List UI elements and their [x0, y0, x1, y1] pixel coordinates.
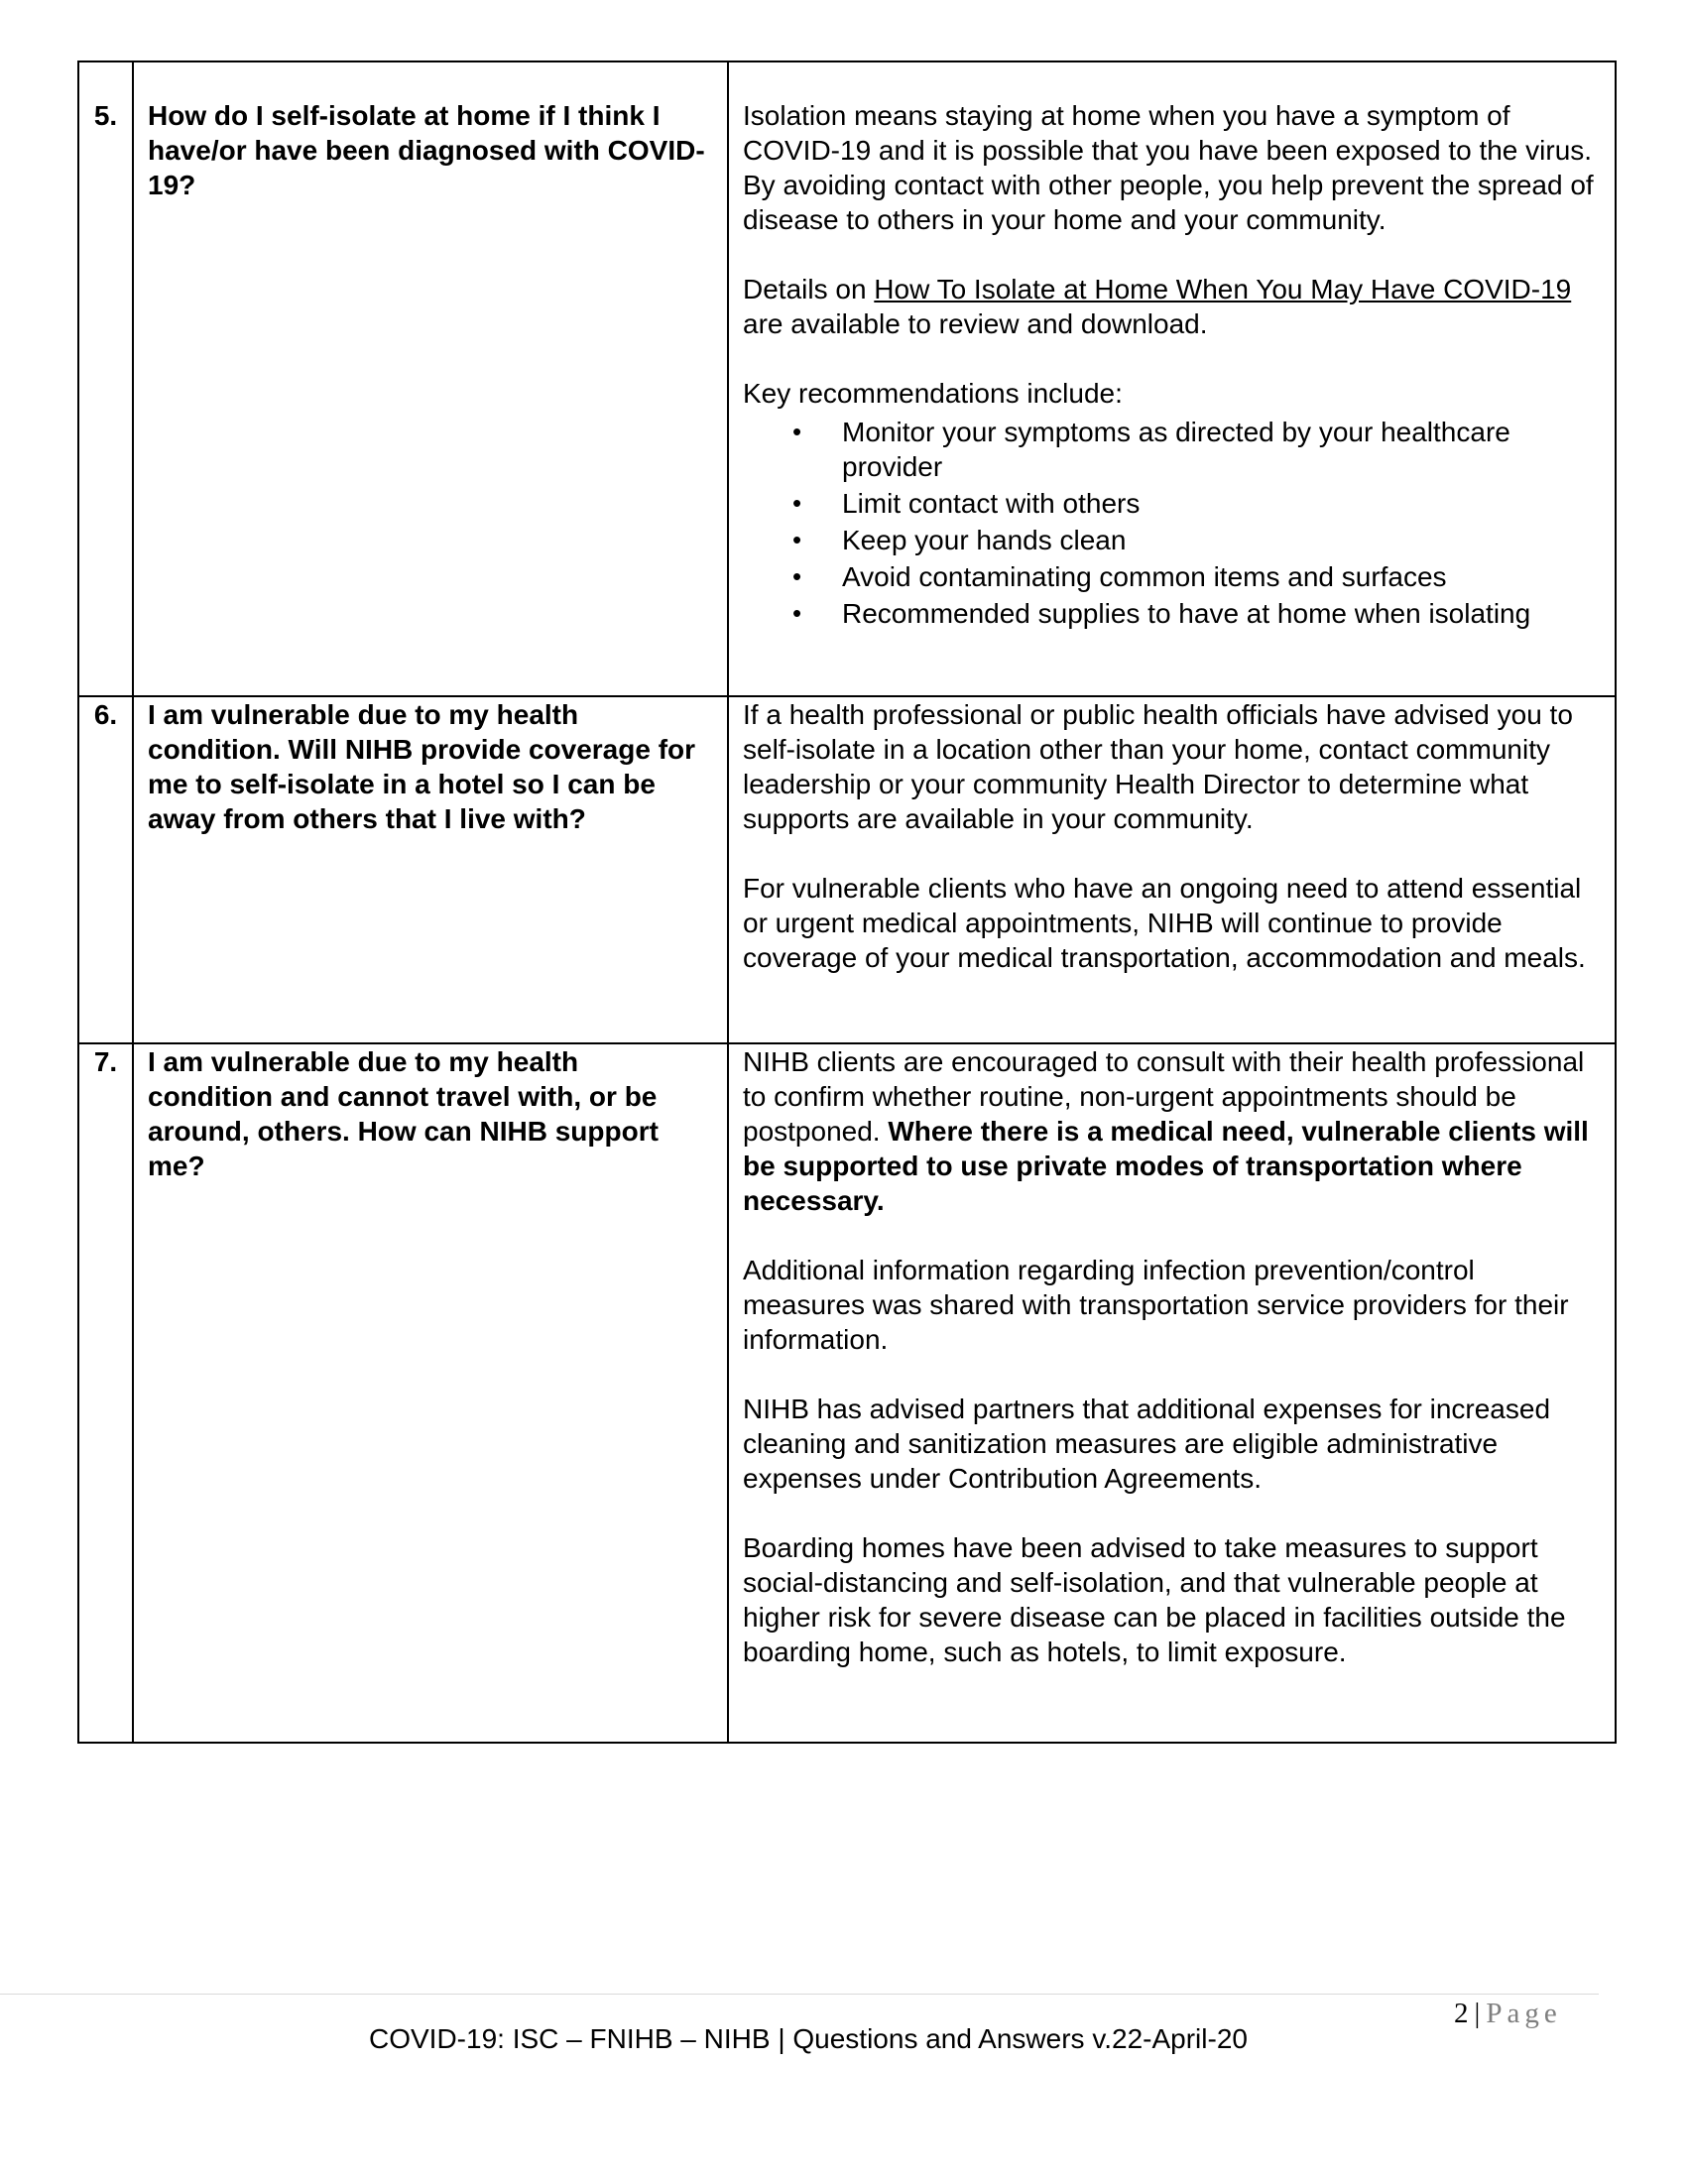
qa-row-5	[78, 61, 1616, 696]
page-number-value: 2	[1454, 1998, 1469, 2029]
answer-paragraph: For vulnerable clients who have an ongoing need to attend essential or urgent medical appointments, NIHB will continue to provide coverage of your medical transportation, accommodation and meals.	[743, 873, 1586, 973]
row-number: 5.	[78, 61, 133, 696]
answer-cell	[728, 696, 1616, 1043]
answer-paragraph: NIHB has advised partners that additional expenses for increased cleaning and sanitization measures are eligible administrative expenses under Contribution Agreements.	[743, 1394, 1551, 1494]
qa-table	[77, 61, 1617, 1744]
isolate-at-home-link[interactable]: How To Isolate at Home When You May Have COVID-19	[874, 274, 1572, 304]
answer-cell	[728, 61, 1616, 696]
answer-paragraph: Boarding homes have been advised to take measures to support social-distancing and self-isolation, and that vulnerable people at higher risk for severe disease can be placed in facilities outside the boarding home, such as hotels, to limit exposure.	[743, 1532, 1566, 1667]
page-word: Page	[1486, 1998, 1562, 2029]
answer-bold-text: Where there is a medical need, vulnerable clients will be supported to use private modes of transportation where necessary.	[743, 1116, 1589, 1216]
recommendations-list	[743, 415, 1595, 631]
list-item: • Monitor your symptoms as directed by your healthcare provider	[743, 415, 1595, 484]
question-text: I am vulnerable due to my health condition and cannot travel with, or be around, others. How can NIHB support me?	[133, 1043, 728, 1743]
row-number: 7.	[78, 1043, 133, 1743]
answer-paragraph: If a health professional or public health officials have advised you to self-isolate in a location other than your home, contact community leadership or your community Health Director to determine what supports are available in your community.	[743, 699, 1573, 834]
page-number	[1454, 1998, 1562, 2030]
list-item: • Keep your hands clean	[743, 523, 1595, 557]
list-item: • Recommended supplies to have at home when isolating	[743, 596, 1595, 631]
footer-divider	[0, 1994, 1599, 1995]
details-prefix: Details on	[743, 274, 875, 304]
answer-paragraph: Isolation means staying at home when you have a symptom of COVID-19 and it is possible that you have been exposed to the virus. By avoiding contact with other people, you help prevent the spread of disease to others in your home and your community.	[743, 100, 1594, 235]
list-item: • Avoid contaminating common items and surfaces	[743, 559, 1595, 594]
question-text: How do I self-isolate at home if I think I have/or have been diagnosed with COVID-19?	[133, 61, 728, 696]
answer-paragraph	[743, 272, 1595, 341]
footer-text: COVID-19: ISC – FNIHB – NIHB | Questions and Answers v.22-April-20	[369, 2023, 1248, 2054]
list-item: • Limit contact with others	[743, 486, 1595, 521]
answer-cell	[728, 1043, 1616, 1743]
details-suffix: are available to review and download.	[743, 308, 1208, 339]
recommendations-lead: Key recommendations include:	[743, 378, 1123, 409]
page-number-separator: |	[1474, 1998, 1481, 2029]
row-number: 6.	[78, 696, 133, 1043]
question-text: I am vulnerable due to my health condition. Will NIHB provide coverage for me to self-isolate in a hotel so I can be away from others that I live with?	[133, 696, 728, 1043]
qa-row-6	[78, 696, 1616, 1043]
answer-paragraph	[743, 1044, 1595, 1218]
qa-row-7	[78, 1043, 1616, 1743]
answer-plain-text: NIHB clients are encouraged to consult with their health professional to confirm whether routine, non-urgent appointments should be postponed.	[743, 1046, 1585, 1147]
answer-paragraph: Additional information regarding infection prevention/control measures was shared with transportation service providers for their information.	[743, 1255, 1569, 1355]
